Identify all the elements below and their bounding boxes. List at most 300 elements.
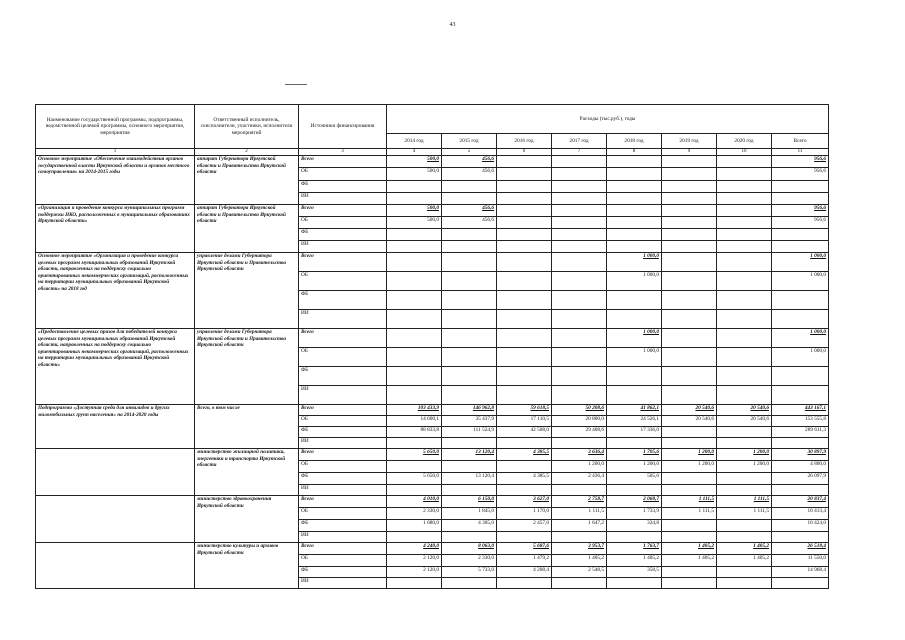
amount-cell: 3 636,4 [552,449,607,461]
amount-cell: 4 208,4 [497,567,552,578]
amount-cell [387,291,442,310]
amount-cell [717,567,772,578]
amount-cell [497,310,552,329]
funding-source: ИИ [299,241,387,253]
responsible-executor: министерство культуры и архивов Иркутской области [195,543,299,589]
amount-cell [717,253,772,272]
amount-cell: 103 433,9 [387,405,442,416]
amount-cell [497,438,552,449]
amount-cell: 456,6 [442,156,497,168]
amount-cell: 1 000,0 [607,348,662,367]
amount-cell: 1 479,2 [497,555,552,567]
amount-cell: 50 208,6 [552,405,607,416]
amount-cell: 1 405,2 [717,555,772,567]
table-row [36,205,829,217]
total-amount-cell: 30 897,9 [772,449,829,461]
amount-cell [387,438,442,449]
amount-cell [387,348,442,367]
total-amount-cell: 443 167,1 [772,405,829,416]
amount-cell [497,532,552,543]
amount-cell: 20 540,6 [662,405,717,416]
total-amount-cell: 20 837,4 [772,496,829,508]
header-year: 2016 год [497,134,552,149]
amount-cell [442,329,497,348]
amount-cell: 500,0 [387,156,442,168]
amount-cell: 17 110,5 [497,416,552,427]
amount-cell [717,367,772,386]
amount-cell [552,205,607,217]
funding-source: ФБ [299,181,387,193]
amount-cell [387,329,442,348]
column-number: 5 [442,149,497,156]
column-number: 10 [717,149,772,156]
funding-source: ФБ [299,567,387,578]
amount-cell [717,348,772,367]
amount-cell [717,473,772,485]
amount-cell [497,205,552,217]
amount-cell: 1 000,0 [607,272,662,291]
amount-cell: 29 408,6 [552,427,607,438]
amount-cell: 1 170,0 [497,508,552,520]
amount-cell [387,485,442,496]
program-name: «Предоставление целевых призов для победителей конкурса целевых программ муниципальных образований Иркутской области, направленных на поддержку социально ориентированных некоммерческих организаций, расположенных на территории муниципальных образований Иркутской области» [36,329,195,405]
amount-cell [442,253,497,272]
amount-cell [607,438,662,449]
funding-source: Всего [299,496,387,508]
funding-source: ФБ [299,427,387,438]
funding-source: ОБ [299,168,387,181]
amount-cell: 111 524,9 [442,427,497,438]
amount-cell [497,156,552,168]
amount-cell [387,367,442,386]
total-amount-cell: 1 000,0 [772,329,829,348]
amount-cell [662,348,717,367]
column-number: 2 [195,149,299,156]
total-amount-cell: 26 518,4 [772,543,829,555]
program-name: «Организация и проведение конкурса муниципальных программ поддержки НКО, расположенных в муниципальных образованиях Иркутской области» [36,205,195,253]
amount-cell [662,367,717,386]
amount-cell: 13 120,4 [442,473,497,485]
amount-cell [552,386,607,405]
amount-cell [497,329,552,348]
total-amount-cell [772,291,829,310]
amount-cell: 4 385,5 [497,449,552,461]
total-amount-cell: 153 555,8 [772,416,829,427]
amount-cell [552,329,607,348]
amount-cell: 1 200,0 [662,461,717,473]
amount-cell [387,578,442,589]
total-amount-cell: 956,6 [772,168,829,181]
amount-cell: 4 305,0 [442,520,497,532]
amount-cell [717,578,772,589]
amount-cell [552,348,607,367]
funding-source: Всего [299,329,387,348]
amount-cell: 505,6 [607,473,662,485]
amount-cell [662,193,717,205]
table-row [36,329,829,348]
amount-cell: 41 862,1 [607,405,662,416]
header-total: Всего [772,134,829,149]
amount-cell [497,253,552,272]
amount-cell: 2 457,0 [497,520,552,532]
amount-cell: 1 680,0 [387,520,442,532]
table-row [36,156,829,168]
total-amount-cell: 14 968,4 [772,567,829,578]
total-amount-cell: 10 424,0 [772,520,829,532]
amount-cell [497,229,552,241]
total-amount-cell: 956,6 [772,156,829,168]
amount-cell [497,241,552,253]
amount-cell: 42 508,0 [497,427,552,438]
amount-cell [552,438,607,449]
funding-source: ФБ [299,229,387,241]
amount-cell: 1 111,5 [717,508,772,520]
column-number: 8 [607,149,662,156]
amount-cell [442,438,497,449]
amount-cell: 1 405,2 [552,555,607,567]
total-amount-cell [772,438,829,449]
amount-cell [717,181,772,193]
amount-cell: 5 733,0 [442,567,497,578]
funding-source: ФБ [299,520,387,532]
amount-cell [442,367,497,386]
amount-cell: 2 120,0 [387,555,442,567]
amount-cell [717,386,772,405]
amount-cell: 5 687,6 [497,543,552,555]
funding-source: ОБ [299,555,387,567]
amount-cell [497,578,552,589]
total-amount-cell [772,181,829,193]
amount-cell [717,329,772,348]
total-amount-cell: 1 000,0 [772,253,829,272]
amount-cell [497,367,552,386]
amount-cell [607,485,662,496]
amount-cell [662,473,717,485]
program-name [36,496,195,543]
amount-cell [442,578,497,589]
amount-cell [607,156,662,168]
header-year: 2019 год [662,134,717,149]
header-year: 2017 год [552,134,607,149]
amount-cell [442,532,497,543]
header-year: 2020 год [717,134,772,149]
amount-cell [387,181,442,193]
amount-cell: 1 000,0 [607,253,662,272]
amount-cell [552,193,607,205]
amount-cell [497,168,552,181]
amount-cell [497,181,552,193]
amount-cell [662,532,717,543]
funding-source: Всего [299,405,387,416]
responsible-executor: Всего, в том числе [195,405,299,449]
table-row [36,253,829,272]
amount-cell: 35 437,9 [442,416,497,427]
amount-cell [552,578,607,589]
program-name: Основное мероприятие «Обеспечение взаимодействия органов государственной власти Иркутской области и органов местного самоуправления» на 2014-2015 годы [36,156,195,205]
total-amount-cell: 956,6 [772,205,829,217]
amount-cell [552,168,607,181]
amount-cell [717,485,772,496]
amount-cell [607,291,662,310]
amount-cell [717,241,772,253]
total-amount-cell [772,310,829,329]
amount-cell [552,156,607,168]
amount-cell [717,272,772,291]
header-expenses: Расходы (тыс.руб.), годы [387,105,829,134]
amount-cell [387,272,442,291]
amount-cell [497,386,552,405]
amount-cell [552,181,607,193]
total-amount-cell: 26 097,9 [772,473,829,485]
header-year: 2015 год [442,134,497,149]
funding-source: Всего [299,156,387,168]
amount-cell: 14 600,1 [387,416,442,427]
amount-cell [387,310,442,329]
total-amount-cell: 289 611,3 [772,427,829,438]
column-number: 11 [772,149,829,156]
amount-cell [442,229,497,241]
funding-source: Всего [299,543,387,555]
amount-cell [552,253,607,272]
amount-cell: 1 200,0 [607,461,662,473]
amount-cell [442,310,497,329]
amount-cell [387,193,442,205]
amount-cell [552,217,607,229]
amount-cell: 1 111,5 [662,508,717,520]
amount-cell [442,461,497,473]
amount-cell: 20 800,0 [552,416,607,427]
amount-cell [552,485,607,496]
amount-cell [442,272,497,291]
amount-cell [662,427,717,438]
amount-cell: 1 111,5 [717,496,772,508]
responsible-executor: министерство здравоохранения Иркутской области [195,496,299,543]
amount-cell: 456,6 [442,168,497,181]
amount-cell: 59 618,5 [497,405,552,416]
amount-cell: 1 111,5 [662,496,717,508]
funding-source: ФБ [299,473,387,485]
amount-cell [552,241,607,253]
amount-cell: 2 436,4 [552,473,607,485]
amount-cell [662,485,717,496]
funding-source: ФБ [299,291,387,310]
amount-cell [442,485,497,496]
amount-cell [662,310,717,329]
funding-source: Всего [299,253,387,272]
amount-cell: 2 330,0 [387,508,442,520]
header-year: 2014 год [387,134,442,149]
amount-cell: 1 405,2 [662,543,717,555]
amount-cell [387,241,442,253]
amount-cell: 1 647,2 [552,520,607,532]
amount-cell: 20 540,6 [662,416,717,427]
amount-cell: 20 540,6 [717,416,772,427]
column-number: 3 [299,149,387,156]
funding-source: ИИ [299,578,387,589]
amount-cell [607,367,662,386]
amount-cell [662,181,717,193]
amount-cell: 2 330,0 [442,555,497,567]
amount-cell [497,348,552,367]
funding-source: ИИ [299,438,387,449]
page-number: 43 [449,22,456,28]
responsible-executor: управление делами Губернатора Иркутской области и Правительства Иркутской области [195,329,299,405]
amount-cell: 146 962,8 [442,405,497,416]
funding-source: ОБ [299,416,387,427]
amount-cell: 8 063,0 [442,543,497,555]
amount-cell [607,193,662,205]
amount-cell [717,520,772,532]
header-source: Источники финансирования [299,105,387,149]
total-amount-cell: 4 800,0 [772,461,829,473]
amount-cell [662,229,717,241]
table-body [36,156,829,589]
amount-cell [497,217,552,229]
amount-cell [552,310,607,329]
total-amount-cell [772,367,829,386]
amount-cell: 5 650,0 [387,473,442,485]
amount-cell [497,272,552,291]
amount-cell: 500,0 [387,217,442,229]
amount-cell [607,532,662,543]
amount-cell: 500,0 [387,205,442,217]
amount-cell: 17 336,0 [607,427,662,438]
funding-source: ОБ [299,461,387,473]
header-year: 2018 год [607,134,662,149]
column-number: 7 [552,149,607,156]
amount-cell [662,578,717,589]
amount-cell: 2 548,5 [552,567,607,578]
amount-cell: 4 010,0 [387,496,442,508]
program-name: Подпрограмма «Доступная среда для инвалидов и других маломобильных групп населения» на 2014-2020 годы [36,405,195,449]
amount-cell [497,461,552,473]
amount-cell: 1 405,2 [662,555,717,567]
amount-cell [717,156,772,168]
total-amount-cell: 956,6 [772,217,829,229]
amount-cell: 3 953,7 [552,543,607,555]
amount-cell: 6 150,0 [442,496,497,508]
amount-cell [497,485,552,496]
amount-cell: 2 120,0 [387,567,442,578]
total-amount-cell [772,193,829,205]
responsible-executor: аппарат Губернатора Иркутской области и Правительства Иркутской области [195,205,299,253]
funding-source: ИИ [299,386,387,405]
amount-cell: 1 733,9 [607,508,662,520]
amount-cell [442,241,497,253]
amount-cell [552,229,607,241]
column-number: 4 [387,149,442,156]
amount-cell [717,291,772,310]
funding-source: ОБ [299,348,387,367]
total-amount-cell [772,241,829,253]
funding-source: Всего [299,205,387,217]
amount-cell [442,291,497,310]
amount-cell [607,386,662,405]
total-amount-cell: 1 000,0 [772,272,829,291]
funding-source: ИИ [299,310,387,329]
amount-cell: 1 405,2 [607,555,662,567]
amount-cell [717,217,772,229]
amount-cell [607,168,662,181]
amount-cell: 456,6 [442,205,497,217]
total-amount-cell [772,386,829,405]
program-name: Основное мероприятие «Организация и проведение конкурса целевых программ муниципальных образований Иркутской области, направленных на поддержку социально ориентированных некоммерческих организаций, расположенных на территории муниципальных образований Иркутской области» на 2018 год [36,253,195,329]
amount-cell: 500,0 [387,168,442,181]
table-row [36,449,829,461]
amount-cell [662,156,717,168]
amount-cell [662,520,717,532]
funding-source: ОБ [299,508,387,520]
amount-cell [607,241,662,253]
amount-cell: 358,5 [607,567,662,578]
amount-cell [717,532,772,543]
amount-cell [662,217,717,229]
amount-cell: 1 763,7 [607,543,662,555]
column-number: 6 [497,149,552,156]
amount-cell: 4 240,0 [387,543,442,555]
amount-cell: 1 000,0 [607,329,662,348]
responsible-executor: аппарат Губернатора Иркутской области и Правительства Иркутской области [195,156,299,205]
amount-cell [387,229,442,241]
amount-cell: 1 405,2 [717,543,772,555]
total-amount-cell: 1 000,0 [772,348,829,367]
amount-cell: 88 833,8 [387,427,442,438]
amount-cell [387,253,442,272]
amount-cell [717,427,772,438]
divider [285,84,307,85]
amount-cell: 2 068,7 [607,496,662,508]
expenses-table [35,104,829,589]
funding-source: ОБ [299,272,387,291]
amount-cell [552,532,607,543]
responsible-executor: управление делами Губернатора Иркутской области и Правительства Иркутской области [195,253,299,329]
amount-cell: 13 120,4 [442,449,497,461]
amount-cell [442,348,497,367]
amount-cell: 1 845,0 [442,508,497,520]
amount-cell [662,567,717,578]
funding-source: ИИ [299,485,387,496]
amount-cell [717,310,772,329]
program-name [36,543,195,589]
amount-cell: 20 540,6 [717,405,772,416]
total-amount-cell [772,229,829,241]
amount-cell [607,310,662,329]
amount-cell [662,272,717,291]
amount-cell: 1 200,0 [717,449,772,461]
amount-cell [662,438,717,449]
column-number: 1 [36,149,195,156]
amount-cell [497,193,552,205]
amount-cell: 334,8 [607,520,662,532]
amount-cell [607,181,662,193]
table-row [36,405,829,416]
amount-cell: 1 200,0 [552,461,607,473]
amount-cell [662,291,717,310]
amount-cell: 4 385,5 [497,473,552,485]
amount-cell: 5 650,0 [387,449,442,461]
amount-cell [607,205,662,217]
amount-cell [552,272,607,291]
total-amount-cell [772,532,829,543]
amount-cell [717,229,772,241]
responsible-executor: министерство жилищной политики, энергетики и транспорта Иркутской области [195,449,299,496]
amount-cell [662,241,717,253]
column-number: 9 [662,149,717,156]
header-responsible: Ответственный исполнитель, соисполнители, участники, исполнители мероприятий [195,105,299,149]
amount-cell [662,329,717,348]
total-amount-cell [772,485,829,496]
table-row [36,543,829,555]
